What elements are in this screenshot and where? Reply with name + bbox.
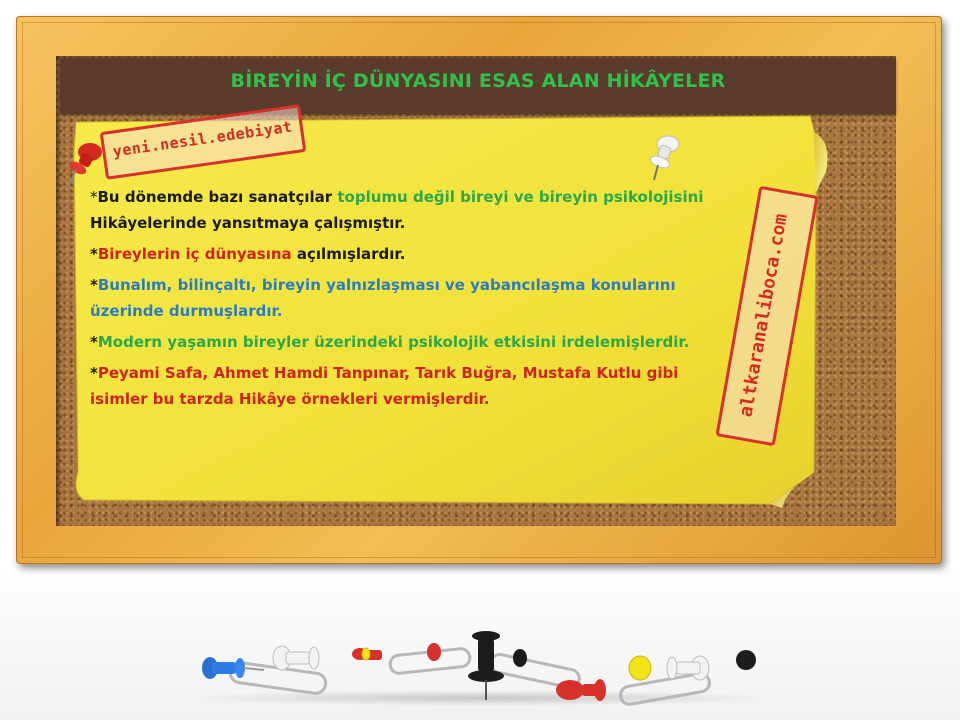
bullet-star: *: [90, 188, 98, 206]
paragraph-1-part-a: Bu dönemde bazı sanatçılar: [97, 188, 338, 206]
paragraph-3-text: Bunalım, bilinçaltı, bireyin yalnızlaşması ve yabancılaşma konularını üzerinde durmuşlardır.: [90, 276, 676, 320]
slide-title: BİREYİN İÇ DÜNYASINI ESAS ALAN HİKÂYELER: [230, 70, 726, 92]
paragraph-5: [90, 360, 730, 412]
stamp-side: altkaranaliboca.com: [715, 186, 818, 447]
bullet-star: *: [90, 364, 98, 382]
stamp-top: yeni.nesil.edebiyat: [100, 104, 307, 180]
paragraph-1-part-c: Hikâyelerinde yansıtmaya çalışmıştır.: [90, 214, 406, 232]
paragraph-4: [90, 329, 730, 355]
bullet-star: *: [90, 333, 98, 351]
paragraph-5-text: Peyami Safa, Ahmet Hamdi Tanpınar, Tarık Buğra, Mustafa Kutlu gibi isimler bu tarzda Hikâye örnekleri vermişlerdir.: [90, 364, 679, 408]
decorative-pushpins-icon: [190, 620, 790, 720]
note-content: [90, 184, 730, 417]
paragraph-3: [90, 272, 730, 324]
bullet-star: *: [90, 245, 98, 263]
paragraph-1-part-b: toplumu değil bireyi ve bireyin psikolojisini: [337, 188, 704, 206]
paragraph-2-part-a: Bireylerin iç dünyasına: [97, 245, 292, 263]
paragraph-4-text: Modern yaşamın bireyler üzerindeki psikolojik etkisini irdelemişlerdir.: [97, 333, 690, 351]
paragraph-1: [90, 184, 730, 236]
paragraph-2-part-b: açılmışlardır.: [291, 245, 406, 263]
bullet-star: *: [90, 276, 98, 294]
paragraph-2: [90, 241, 730, 267]
white-pushpin-icon: [644, 130, 688, 186]
